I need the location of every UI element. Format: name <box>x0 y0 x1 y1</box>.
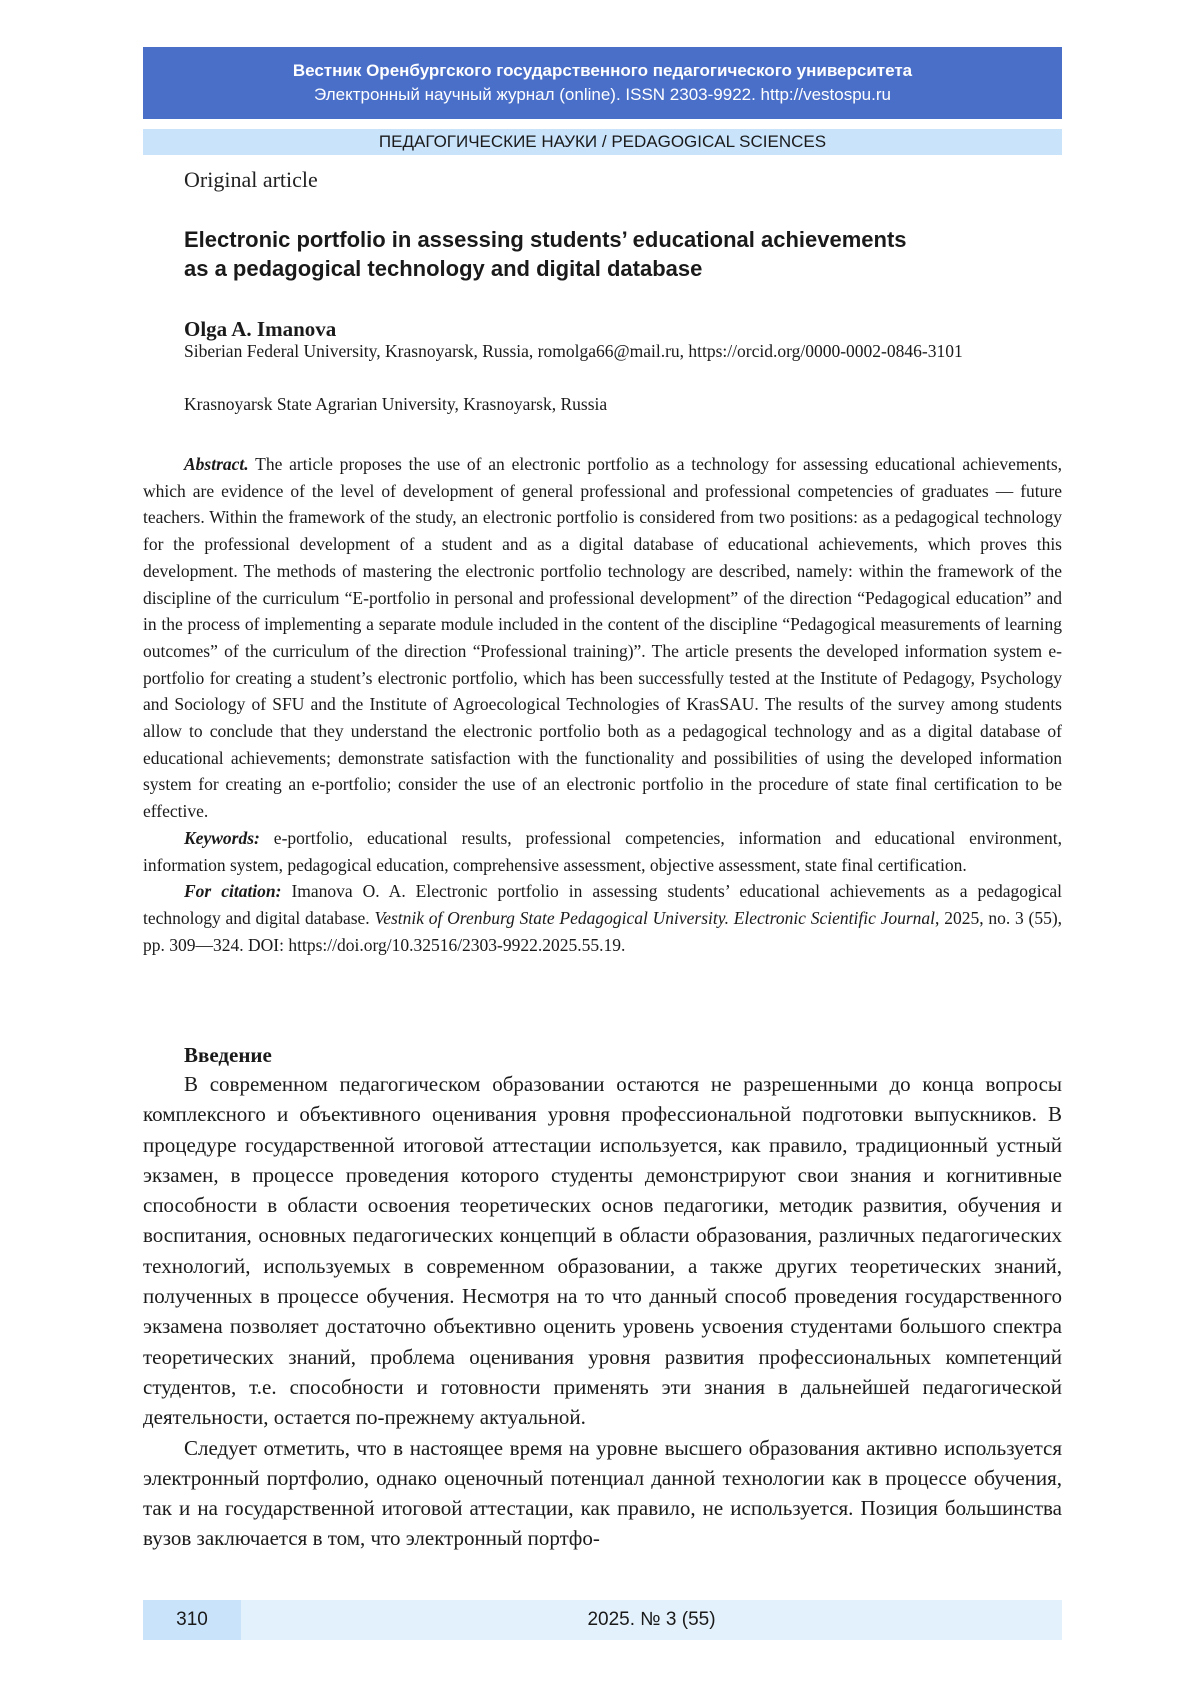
issue-label: 2025. № 3 (55) <box>587 1609 716 1630</box>
abstract-block <box>143 451 1062 958</box>
abstract-text: The article proposes the use of an electronic portfolio as a technology for assessing educational achievements, which are evidence of the level of development of general professional and professional competencies of graduates — future teachers. Within the framework of the study, an electronic portfolio is considered from two positions: as a pedagogical technology for the professional development of a student and as a digital database of educational achievements, which proves this development. The methods of mastering the electronic portfolio technology are described, namely: within the framework of the discipline of the curriculum “E-portfolio in personal and professional development” of the direction “Pedagogical education” and in the process of implementing a separate module included in the content of the discipline “Pedagogical measurements of learning outcomes” of the curriculum of the direction “Professional training)”. The article presents the developed information system e-portfolio for creating a student’s electronic portfolio, which has been successfully tested at the Institute of Pedagogy, Psychology and Sociology of SFU and the Institute of Agroecological Technologies of KrasSAU. The results of the survey among students allow to conclude that they understand the electronic portfolio both as a pedagogical technology and as a digital database of educational achievements; demonstrate satisfaction with the functionality and possibilities of using the developed information system for creating an e-portfolio; consider the use of an electronic portfolio in the procedure of state final certification to be effective. <box>143 454 1063 822</box>
affiliation <box>143 391 1062 417</box>
body-paragraph: В современном педагогическом образовании остаются не разрешенными до конца вопросы комплексного и объективного оценивания уровня профессиональной подготовки выпускников. В процедуре государственной итоговой аттестации используется, как правило, традиционный устный экзамен, в процессе проведения которого студенты демонстрируют свои знания и когнитивные способности в области освоения теоретических основ педагогики, методик развития, обучения и воспитания, основных педагогических концепций в области образования, различных педагогических технологий, используемых в современном образовании, а также других теоретических знаний, полученных в процессе обучения. Несмотря на то что данный способ проведения государственного экзамена позволяет достаточно объективно оценить уровень усвоения студентами большого спектра теоретических знаний, проблема оценивания уровня развития профессиональных компетенций студентов, т.е. способности и готовности применять эти знания в дальнейшей педагогической деятельности, остается по-прежнему актуальной. <box>143 1072 1062 1430</box>
article-type: Original article <box>184 167 318 192</box>
journal-header <box>143 47 1062 119</box>
citation-paragraph <box>143 878 1062 958</box>
page-footer <box>143 1600 1062 1640</box>
abstract-label: Abstract. <box>184 454 249 474</box>
journal-subtitle: Электронный научный журнал (online). ISSN 2303-9922. http://vestospu.ru <box>314 85 891 104</box>
title-line: as a pedagogical technology and digital database <box>184 256 703 281</box>
affiliation-text: Siberian Federal University, Krasnoyarsk, Russia, romolga66@mail.ru, https://orcid.org/0000-0002-0846-3101 <box>184 341 963 361</box>
keywords-text: e-portfolio, educational results, professional competencies, information and educational environment, information system, pedagogical education, comprehensive assessment, objective assessment, state final certification. <box>143 827 1062 875</box>
body-text <box>143 1069 1062 1554</box>
body-paragraph: Следует отметить, что в настоящее время на уровне высшего образования активно используется электронный портфолио, однако оценочный потенциал данной технологии как в процессе обучения, так и на государственной итоговой аттестации, как правило, не используется. Позиция большинства вузов заключается в том, что электронный портфо- <box>143 1435 1062 1551</box>
article-title <box>184 225 1044 283</box>
citation-journal: Vestnik of Orenburg State Pedagogical University. Electronic Scientific Journal <box>374 907 936 928</box>
affiliation-text: Krasnoyarsk State Agrarian University, Krasnoyarsk, Russia <box>184 394 608 414</box>
abstract-paragraph <box>143 451 1062 825</box>
section-label: ПЕДАГОГИЧЕСКИЕ НАУКИ / PEDAGOGICAL SCIENCES <box>143 129 1062 155</box>
title-line: Electronic portfolio in assessing students’ educational achievements <box>184 227 907 252</box>
journal-title: Вестник Оренбургского государственного педагогического университета <box>292 61 913 80</box>
author-name: Olga A. Imanova <box>184 317 337 341</box>
keywords-paragraph <box>143 825 1062 878</box>
affiliation <box>143 338 1062 364</box>
citation-label: For citation: <box>184 881 282 902</box>
page-number: 310 <box>143 1600 241 1640</box>
section-heading: Введение <box>184 1043 272 1067</box>
citation-text: Imanova O. A. Electronic portfolio in assessing students’ educational achievements as a pedagogical technology and digital database. <box>143 881 1062 928</box>
keywords-label: Keywords: <box>184 827 260 848</box>
citation-details: , 2025, no. 3 (55), pp. 309—324. DOI: https://doi.org/10.32516/2303-9922.2025.55.19. <box>143 907 1063 955</box>
